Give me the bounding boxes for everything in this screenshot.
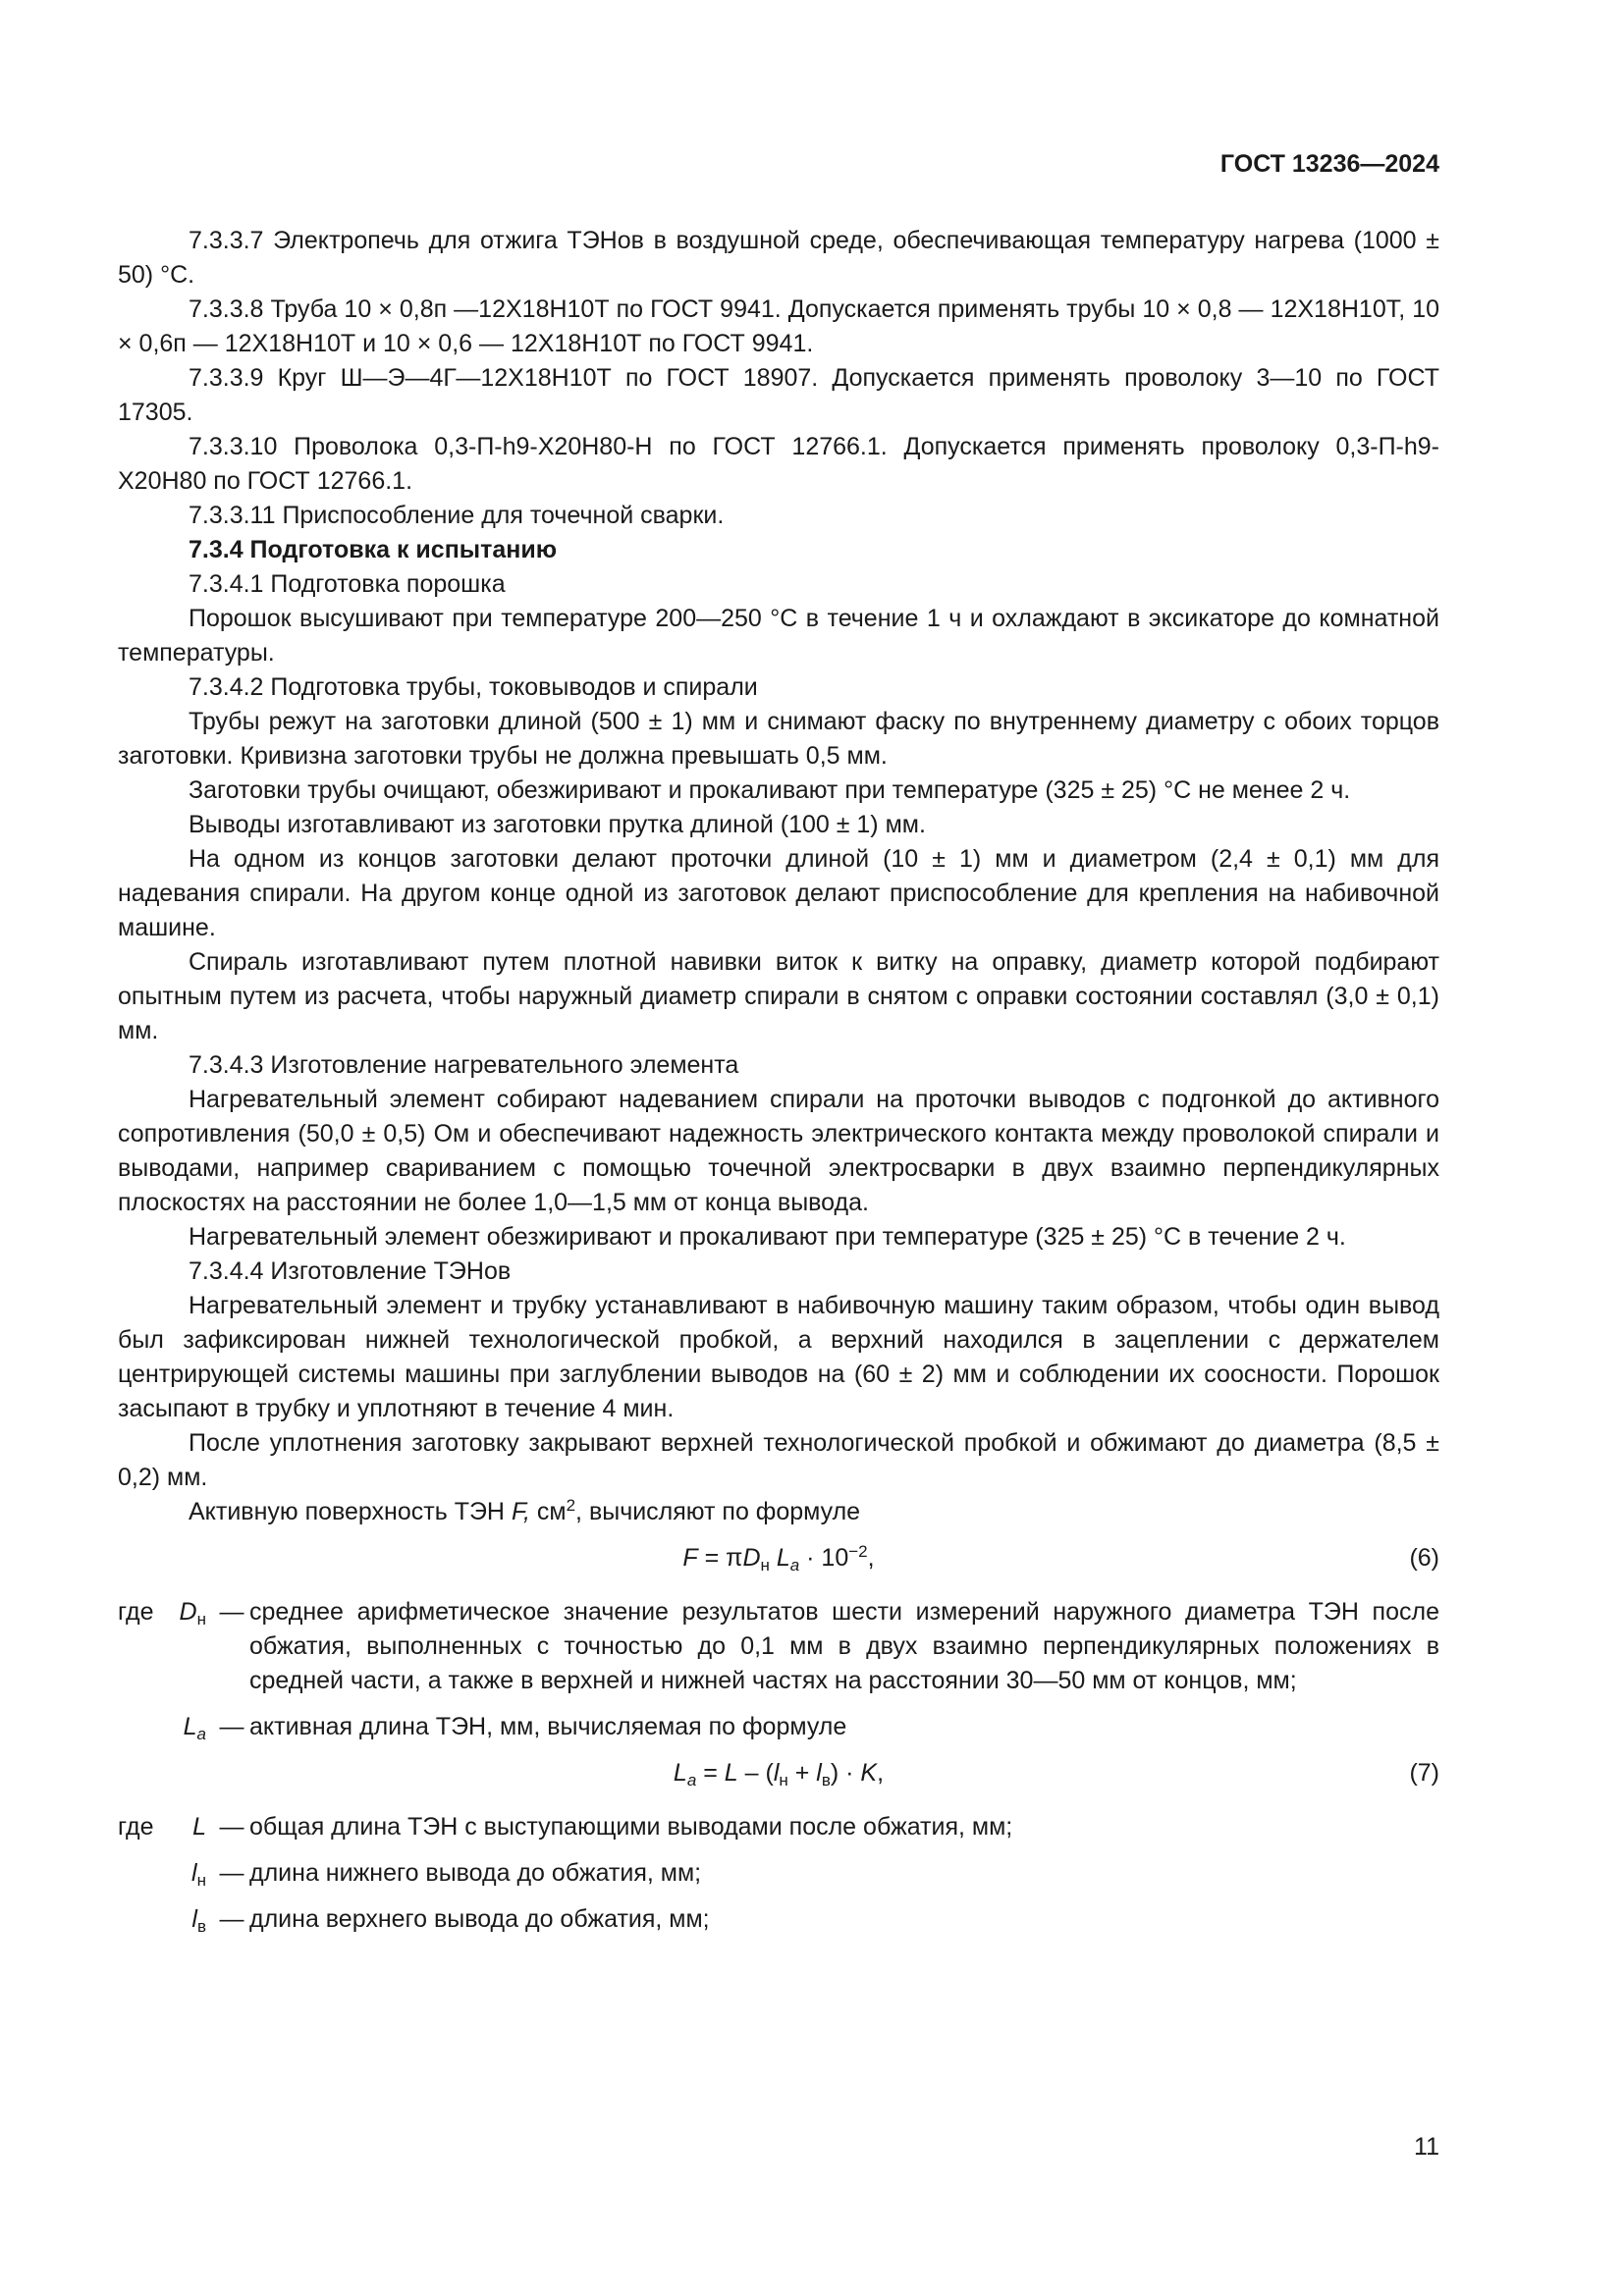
paragraph-grooves: На одном из концов заготовки делают проточки длиной (10 ± 1) мм и диаметром (2,4 ± 0,1) мм для надевания спирали. На другом конце одной из заготовок делают приспособление для крепления на набивочной машине. <box>118 845 1439 941</box>
formula-7-number: (7) <box>1409 1759 1439 1787</box>
paragraph-7-3-3-7: 7.3.3.7 Электропечь для отжига ТЭНов в воздушной среде, обеспечивающая температуру нагрева (1000 ± 50) °С. <box>118 227 1439 289</box>
document-code: ГОСТ 13236—2024 <box>1219 150 1439 178</box>
paragraph-tube-cleaning: Заготовки трубы очищают, обезжиривают и прокаливают при температуре (325 ± 25) °С не менее 2 ч. <box>189 776 1351 804</box>
subheading-7-3-4-2: 7.3.4.2 Подготовка трубы, токовыводов и спирали <box>189 673 758 701</box>
formula-6-number: (6) <box>1409 1544 1439 1572</box>
formula-6 <box>118 1541 1439 1575</box>
paragraph-spiral: Спираль изготавливают путем плотной навивки виток к витку на оправку, диаметр которой подбирают опытным путем из расчета, чтобы наружный диаметр спирали в снятом с оправки состоянии составлял (3,0 ± 0,1) мм. <box>118 948 1439 1044</box>
formula-7 <box>118 1756 1439 1790</box>
formula-6-expression: $F = \pi D_н$ $L_a \cdot 10^{-2}$, <box>682 1542 875 1575</box>
definitions-formula-6 <box>118 1595 1439 1744</box>
paragraph-7-3-3-8: 7.3.3.8 Труба 10 × 0,8п —12Х18Н10Т по ГОСТ 9941. Допускается применять трубы 10 × 0,8 — 12Х18Н10Т, 10 × 0,6п — 12Х18Н10Т и 10 × 0,6 — 12Х18Н10Т по ГОСТ 9941. <box>118 295 1439 357</box>
paragraph-7-3-3-11: 7.3.3.11 Приспособление для точечной сварки. <box>189 502 725 529</box>
formula-7-expression: $L_a = L - (l_н + l_в) \cdot K$, <box>673 1759 885 1789</box>
subheading-7-3-4-4: 7.3.4.4 Изготовление ТЭНов <box>189 1257 512 1285</box>
definitions-formula-7 <box>118 1810 1439 1937</box>
paragraph-7-3-3-9: 7.3.3.9 Круг Ш—Э—4Г—12Х18Н10Т по ГОСТ 18907. Допускается применять проволоку 3—10 по ГОСТ 17305. <box>118 364 1439 426</box>
document-body <box>118 224 1439 1937</box>
paragraph-powder-drying: Порошок высушивают при температуре 200—250 °С в течение 1 ч и охлаждают в эксикаторе до комнатной температуры. <box>118 605 1439 667</box>
paragraph-element-annealing: Нагревательный элемент обезжиривают и прокаливают при температуре (325 ± 25) °С в течение 2 ч. <box>189 1223 1346 1251</box>
page-number: 11 <box>1414 2133 1439 2161</box>
paragraph-element-assembly: Нагревательный элемент собирают надеванием спирали на проточки выводов с подгонкой до активного сопротивления (50,0 ± 0,5) Ом и обеспечивают надежность электрического контакта между проволокой спирали и выводами, например свариванием с помощью точечной электросварки в двух взаимно перпендикулярных плоскостях на расстоянии не более 1,0—1,5 мм от конца вывода. <box>118 1086 1439 1216</box>
definition-row: где L — общая длина ТЭН с выступающими выводами после обжатия, мм; <box>118 1813 1013 1841</box>
paragraph-active-surface: Активную поверхность ТЭН F, $см^2$, вычисляют по формуле <box>189 1496 861 1525</box>
definition-row: $l_н$ — длина нижнего вывода до обжатия, мм; <box>191 1859 702 1890</box>
section-heading-7-3-4: 7.3.4 Подготовка к испытанию <box>189 536 558 563</box>
definition-row: $l_в$ — длина верхнего вывода до обжатия, мм; <box>191 1905 710 1936</box>
definition-row: $L_a$ — активная длина ТЭН, мм, вычисляемая по формуле <box>183 1713 847 1743</box>
subheading-7-3-4-1: 7.3.4.1 Подготовка порошка <box>189 570 506 598</box>
paragraph-tube-cutting: Трубы режут на заготовки длиной (500 ± 1) мм и снимают фаску по внутреннему диаметру с обоих торцов заготовки. Кривизна заготовки трубы не должна превышать 0,5 мм. <box>118 708 1439 770</box>
paragraph-filling-machine: Нагревательный элемент и трубку устанавливают в набивочную машину таким образом, чтобы один вывод был зафиксирован нижней технологической пробкой, а верхний находился в зацеплении с держателем центрирующей системы машины при заглублении выводов на (60 ± 2) мм и соблюдении их соосности. Порошок засыпают в трубку и уплотняют в течение 4 мин. <box>118 1292 1439 1422</box>
paragraph-leads: Выводы изготавливают из заготовки прутка длиной (100 ± 1) мм. <box>189 811 926 838</box>
definition-row: где $D_н$ — среднее арифметическое значение результатов шести измерений наружного диаметра ТЭН после обжатия, выполненных с точностью до 0,1 мм в двух взаимно перпендикулярных положениях в средней части, а также в верхней и нижней частях на расстоянии 30—50 мм от концов, мм; <box>118 1598 1439 1694</box>
paragraph-7-3-3-10: 7.3.3.10 Проволока 0,3-П-h9-Х20Н80-Н по ГОСТ 12766.1. Допускается применять проволоку 0,3-П-h9-Х20Н80 по ГОСТ 12766.1. <box>118 433 1439 495</box>
paragraph-crimping: После уплотнения заготовку закрывают верхней технологической пробкой и обжимают до диаметра (8,5 ± 0,2) мм. <box>118 1429 1439 1491</box>
subheading-7-3-4-3: 7.3.4.3 Изготовление нагревательного элемента <box>189 1051 739 1079</box>
